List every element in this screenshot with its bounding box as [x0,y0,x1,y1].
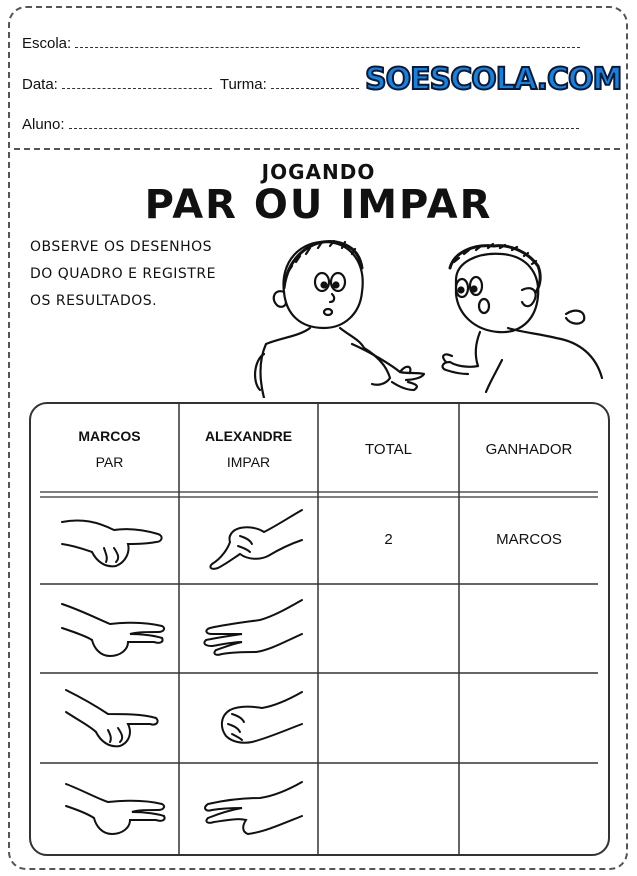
header-alexandre-sub: IMPAR [226,454,271,470]
marcos-hand-1-icon [58,504,168,574]
escola-label: Escola: [22,35,72,52]
header-total: TOTAL [365,441,412,458]
alexandre-hand-1-icon [198,504,308,574]
aluno-label: Aluno: [22,116,65,133]
soescola-logo: SOESCOLA.COM [365,62,622,97]
alexandre-hand-2-icon [198,594,308,664]
turma-label: Turma: [219,76,267,93]
header-marcos-sub: PAR [95,454,124,470]
instruction-line: OBSERVE OS DESENHOS [30,239,213,255]
data-label: Data: [22,76,58,93]
header-ganhador: GANHADOR [485,441,573,458]
marcos-hand-4-icon [62,774,172,844]
row-1-total: 2 [384,531,393,548]
header-alexandre-name: ALEXANDRE [204,428,293,444]
header-marcos [40,428,179,470]
page-title: PAR OU IMPAR [144,182,493,228]
instruction-line: DO QUADRO E REGISTRE [30,266,216,282]
header-alexandre [179,428,318,470]
header-marcos-name: MARCOS [78,428,141,444]
alexandre-hand-3-icon [198,684,308,754]
subtitle: JOGANDO [261,160,376,184]
row-1-winner: MARCOS [496,531,562,548]
instruction-line: OS RESULTADOS. [30,293,158,309]
marcos-hand-3-icon [62,684,172,754]
marcos-hand-2-icon [58,594,168,664]
alexandre-hand-4-icon [198,774,308,844]
